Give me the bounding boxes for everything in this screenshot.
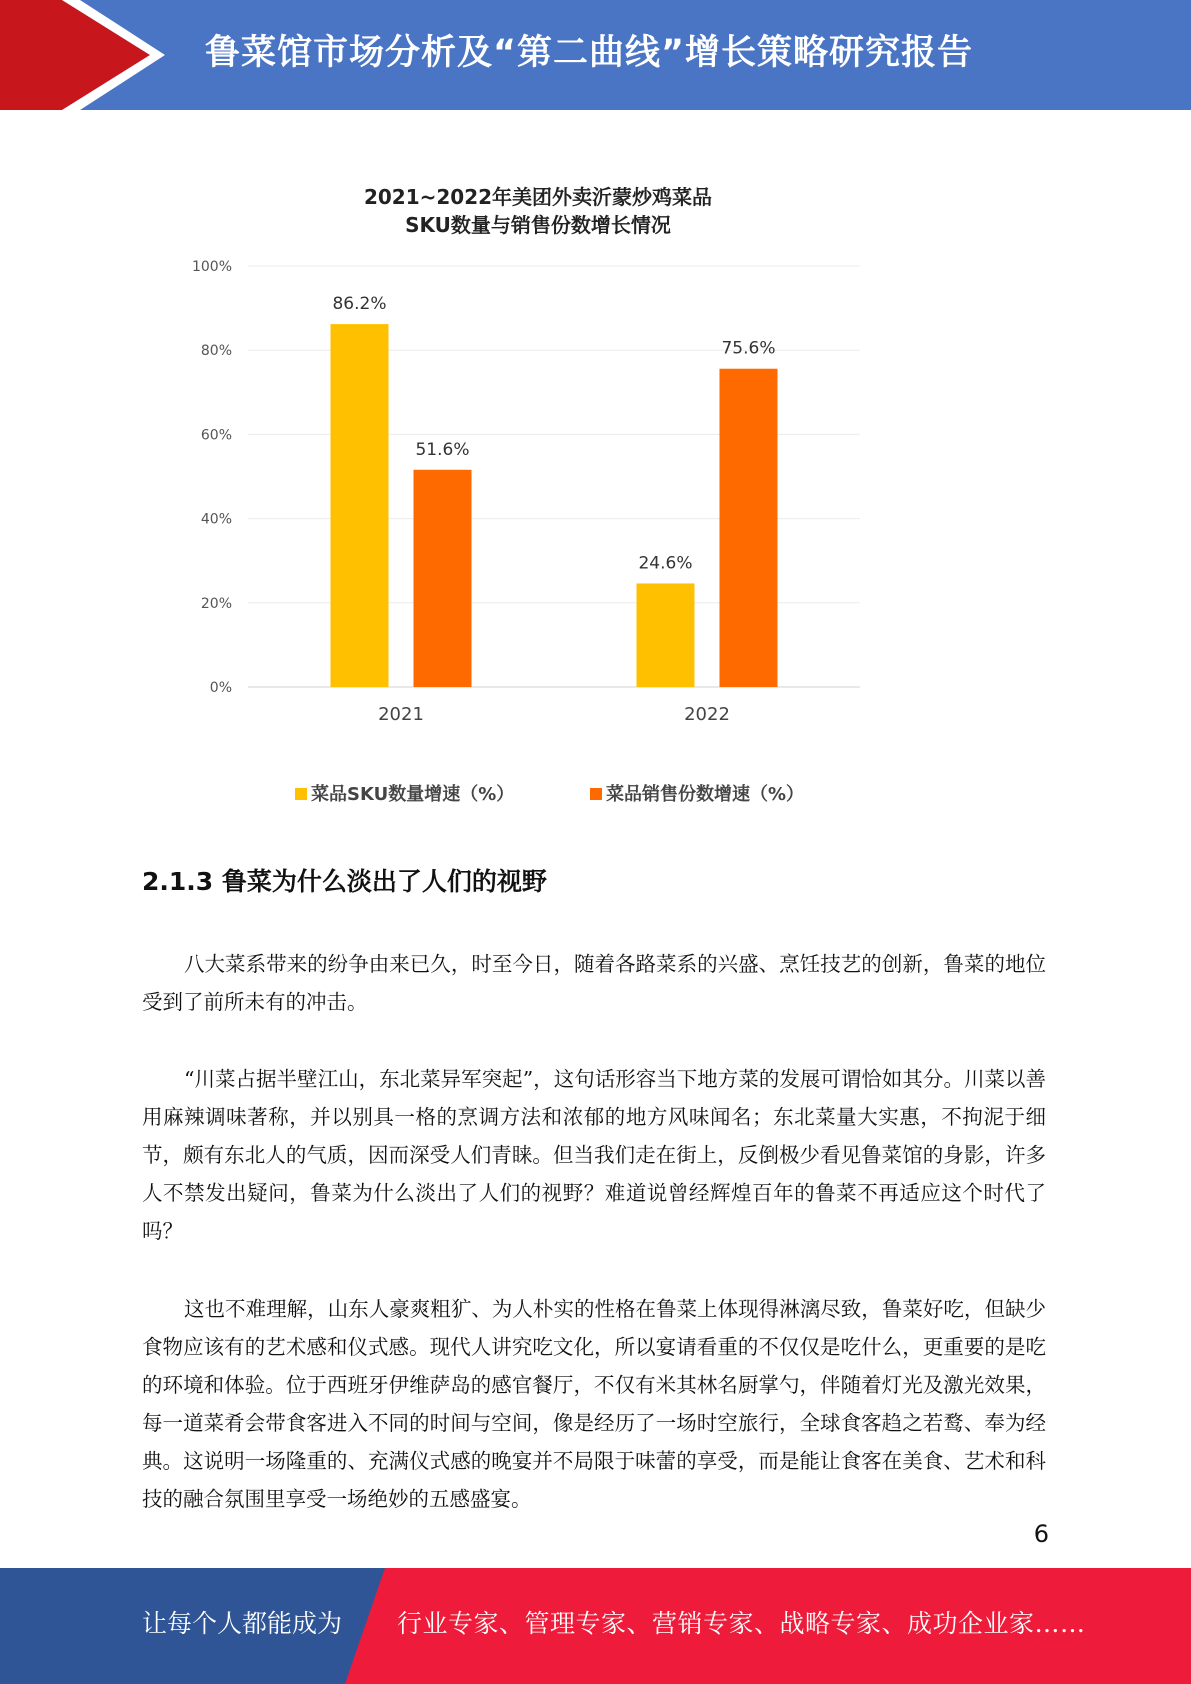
y-tick-label: 40%	[200, 511, 232, 528]
report-title: 鲁菜馆市场分析及“第二曲线”增长策略研究报告	[205, 33, 974, 73]
legend-label: 菜品销售份数增速（%）	[606, 784, 805, 805]
page-number: 6	[1033, 1520, 1049, 1548]
bar	[414, 470, 472, 687]
paragraph: “川菜占据半壁江山，东北菜异军突起”，这句话形容当下地方菜的发展可谓恰如其分。川菜以善用麻辣调味著称，并以别具一格的烹调方法和浓郁的地方风味闻名；东北菜量大实惠，不拘泥于细节，颇有东北人的气质，因而深受人们青睐。但当我们走在街上，反倒极少看见鲁菜馆的身影，许多人不禁发出疑问，鲁菜为什么淡出了人们的视野？难道说曾经辉煌百年的鲁菜不再适应这个时代了吗？	[142, 1067, 1046, 1243]
y-tick-label: 100%	[191, 259, 232, 275]
data-label: 86.2%	[332, 294, 387, 315]
page-footer	[0, 1568, 1191, 1684]
legend-swatch	[295, 788, 307, 800]
chart-subtitle: SKU数量与销售份数增长情况	[405, 213, 671, 237]
y-tick-label: 80%	[200, 343, 232, 360]
data-label: 51.6%	[415, 439, 470, 460]
data-label: 24.6%	[638, 553, 693, 574]
x-tick-label: 2021	[378, 704, 424, 725]
footer-slogan-left: 让每个人都能成为	[142, 1609, 343, 1638]
chart-title: 2021~2022年美团外卖沂蒙炒鸡菜品	[363, 185, 713, 209]
page-header	[0, 0, 1191, 110]
y-tick-label: 0%	[209, 680, 232, 696]
paragraph: 八大菜系带来的纷争由来已久，时至今日，随着各路菜系的兴盛、烹饪技艺的创新，鲁菜的地位受到了前所未有的冲击。	[142, 952, 1046, 1014]
x-tick-label: 2022	[684, 704, 730, 725]
bar	[331, 324, 389, 687]
y-tick-label: 20%	[200, 595, 232, 612]
footer-slogan-right: 行业专家、管理专家、营销专家、战略专家、成功企业家……	[397, 1609, 1086, 1638]
bar-chart	[160, 170, 880, 820]
legend-label: 菜品SKU数量增速（%）	[311, 784, 515, 805]
paragraph: 这也不难理解，山东人豪爽粗犷、为人朴实的性格在鲁菜上体现得淋漓尽致，鲁菜好吃，但缺少食物应该有的艺术感和仪式感。现代人讲究吃文化，所以宴请看重的不仅仅是吃什么，更重要的是吃的环境和体验。位于西班牙伊维萨岛的感官餐厅，不仅有米其林名厨掌勺，伴随着灯光及激光效果，每一道菜肴会带食客进入不同的时间与空间，像是经历了一场时空旅行，全球食客趋之若鹜、奉为经典。这说明一场隆重的、充满仪式感的晚宴并不局限于味蕾的享受，而是能让食客在美食、艺术和科技的融合氛围里享受一场绝妙的五感盛宴。	[142, 1297, 1046, 1511]
bar	[637, 583, 695, 687]
y-tick-label: 60%	[200, 427, 232, 444]
chart-svg	[160, 170, 880, 820]
data-label: 75.6%	[721, 338, 776, 359]
legend-swatch	[590, 788, 602, 800]
section-heading: 2.1.3 鲁菜为什么淡出了人们的视野	[142, 867, 547, 896]
bar	[720, 369, 778, 687]
